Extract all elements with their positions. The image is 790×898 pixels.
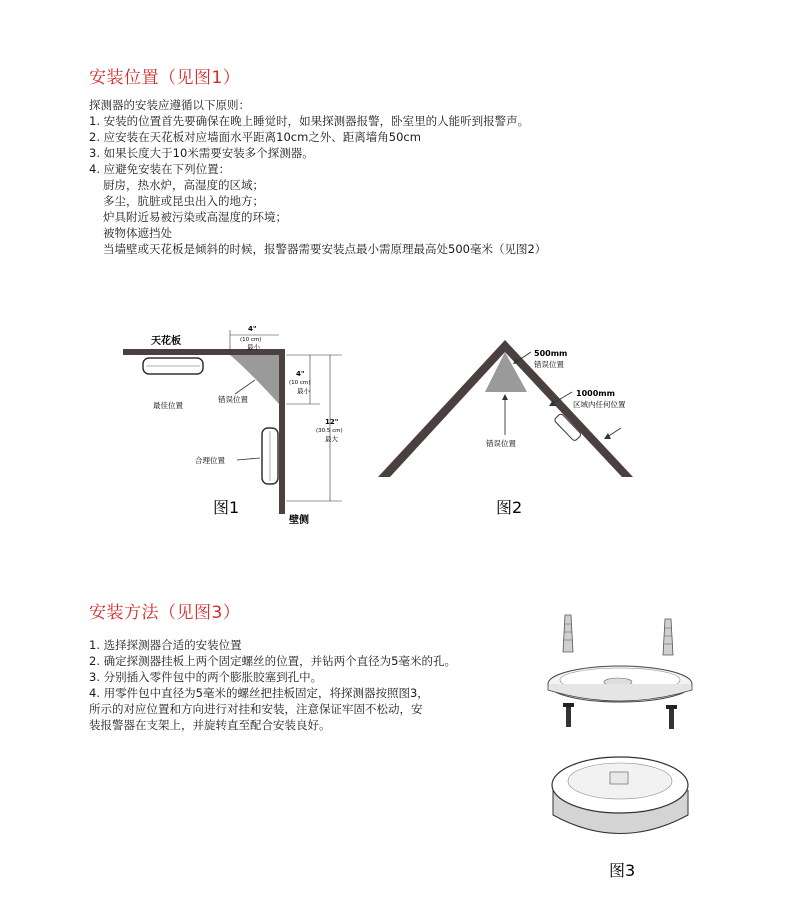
location-rules — [89, 97, 546, 257]
figure-2-diagram — [370, 325, 660, 530]
section-title-method: 安装方法（见图3） — [89, 603, 241, 623]
avoid-item: 厨房，热水炉，高湿度的区域； — [103, 178, 264, 192]
distance-1000-note: 区域内任何位置 — [573, 400, 626, 409]
top-dimension-cm: (10 cm) — [240, 337, 262, 343]
figure-3-diagram — [540, 608, 710, 888]
avoid-item: 被物体遮挡处 — [103, 226, 172, 240]
wall-anchor-left — [563, 615, 573, 652]
distance-500: 500mm — [534, 349, 568, 358]
rule-item: 1. 安装的位置首先要确保在晚上睡觉时，如果探测器报警，卧室里的人能听到报警声。 — [89, 114, 530, 128]
wrong-position-label: 错误位置 — [218, 395, 248, 404]
peak-wrong-label: 错误位置 — [486, 439, 516, 448]
side-dimension-cm: (10 cm) — [289, 380, 311, 386]
section-title-location: 安装位置（见图1） — [89, 68, 241, 88]
best-position-label: 最佳位置 — [153, 401, 183, 410]
ceiling-label: 天花板 — [151, 336, 181, 347]
rules-intro: 探测器的安装应遵循以下原则： — [89, 98, 250, 112]
distance-1000: 1000mm — [576, 389, 615, 398]
wall-label: 壁侧 — [289, 515, 309, 526]
rule-item: 4. 应避免安装在下列位置： — [89, 162, 231, 176]
install-steps — [89, 637, 456, 733]
max-dimension: 12" — [325, 418, 339, 426]
avoid-item: 炉具附近易被污染或高湿度的环境； — [103, 210, 287, 224]
reasonable-position-label: 合理位置 — [195, 456, 225, 465]
max-dimension-cm: (30.5 cm) — [316, 428, 343, 434]
figure-1-caption: 图1 — [213, 498, 240, 517]
install-step: 3. 分别插入零件包中的两个膨胀胶塞到孔中。 — [89, 670, 323, 684]
figure-1-diagram — [110, 318, 360, 538]
wall-line — [279, 349, 285, 514]
rule-item: 2. 应安装在天花板对应墙面水平距离10cm之外、距离墙角50cm — [89, 130, 421, 144]
install-step: 1. 选择探测器合适的安装位置 — [89, 638, 242, 652]
figure-3-caption: 图3 — [609, 861, 636, 880]
side-dimension: 4" — [296, 370, 305, 378]
figure-2-caption: 图2 — [496, 498, 523, 517]
install-step: 4. 用零件包中直径为5毫米的螺丝把挂板固定，将探测器按照图3， — [89, 686, 429, 700]
top-dimension: 4" — [248, 325, 257, 333]
distance-500-note: 错误位置 — [534, 360, 564, 369]
install-step: 所示的对应位置和方向进行对挂和安装，注意保证牢固不松动，安 — [89, 702, 423, 716]
avoid-item: 当墙壁或天花板是倾斜的时候，报警器需要安装点最小需原理最高处500毫米（见图2） — [103, 242, 547, 256]
reasonable-position-pointer — [237, 458, 260, 460]
screw-right — [666, 705, 677, 729]
avoid-item: 多尘，肮脏或昆虫出入的地方； — [103, 194, 264, 208]
rule-item: 3. 如果长度大于10米需要安装多个探测器。 — [89, 146, 314, 160]
wall-anchor-right — [663, 619, 673, 655]
max-dimension-note: 最大 — [325, 435, 338, 443]
side-dimension-note: 最小 — [297, 387, 310, 395]
top-dimension-note: 最小 — [247, 343, 260, 351]
detector-clip — [610, 772, 628, 784]
screw-left — [563, 703, 574, 727]
install-step: 2. 确定探测器挂板上两个固定螺丝的位置，并钻两个直径为5毫米的孔。 — [89, 654, 456, 668]
install-step: 装报警器在支架上，并旋转直至配合安装良好。 — [89, 718, 331, 732]
wrong-position-pointer — [235, 380, 255, 394]
